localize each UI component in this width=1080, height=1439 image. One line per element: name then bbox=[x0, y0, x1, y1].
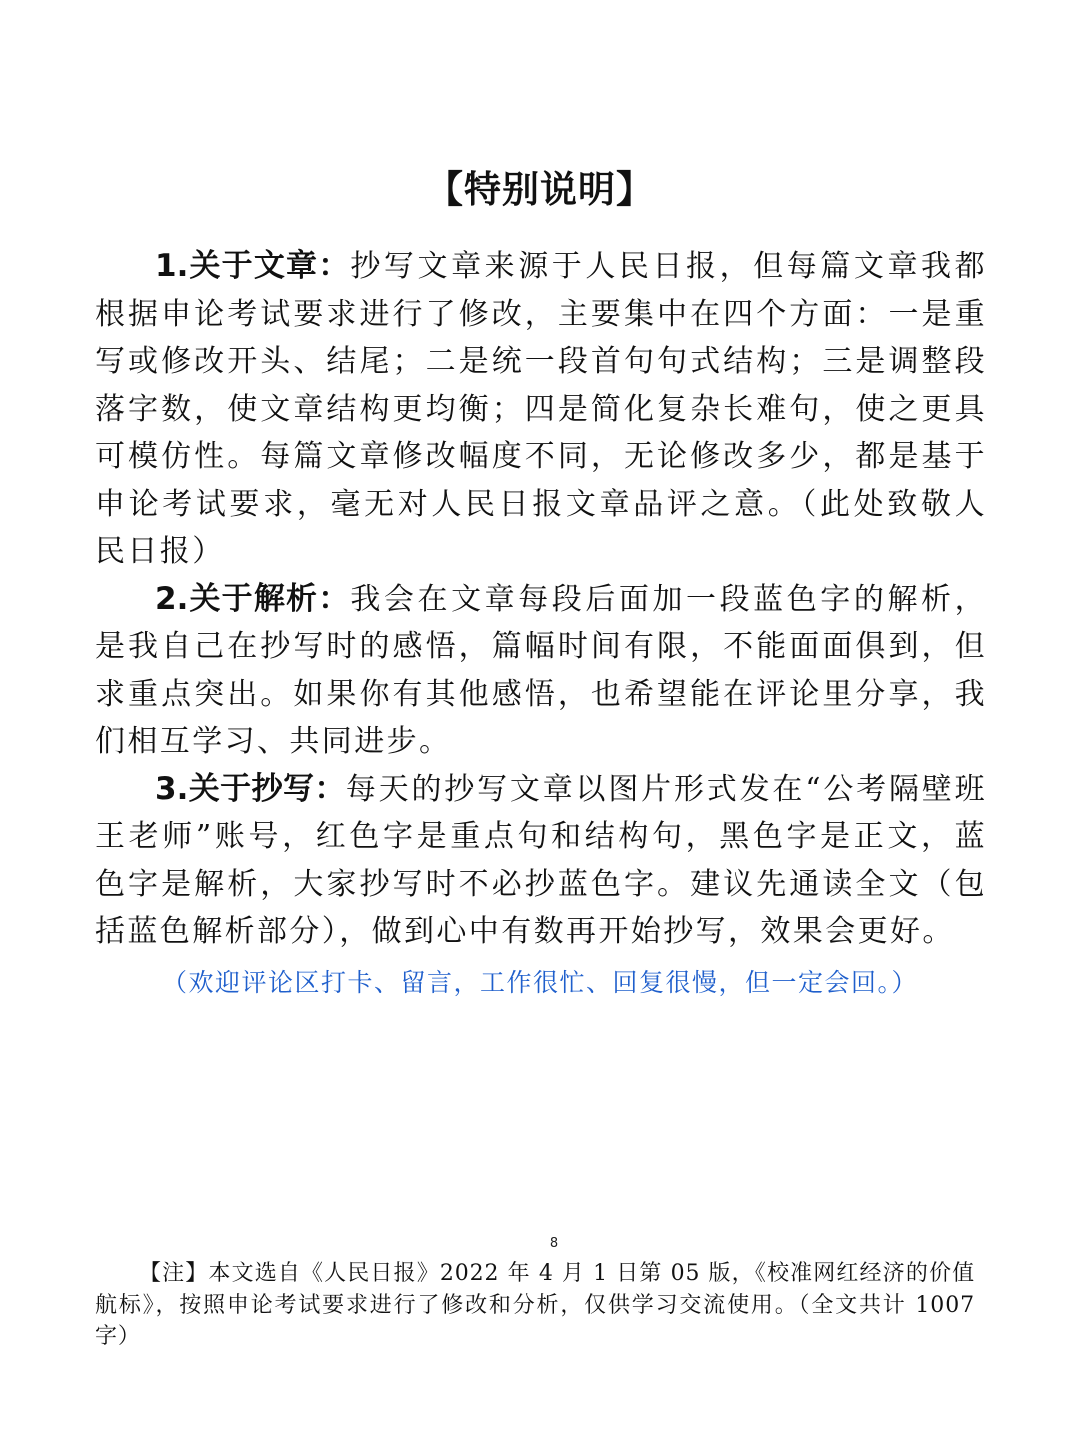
welcome-message: （欢迎评论区打卡、留言，工作很忙、回复很慢，但一定会回。） bbox=[161, 968, 918, 997]
paragraph-about-analysis bbox=[95, 576, 987, 766]
paragraph-about-copying bbox=[95, 766, 987, 956]
paragraph-about-article bbox=[95, 243, 987, 576]
paragraph-text: 抄写文章来源于人民日报，但每篇文章我都根据申论考试要求进行了修改，主要集中在四个方面：一是重写或修改开头、结尾；二是统一段首句句式结构；三是调整段落字数，使文章结构更均衡；四是简化复杂长难句，使之更具可模仿性。每篇文章修改幅度不同，无论修改多少，都是基于申论考试要求，毫无对人民日报文章品评之意。（此处致敬人民日报） bbox=[95, 249, 987, 569]
explanation-body bbox=[95, 243, 987, 956]
heading-separator: ： bbox=[318, 248, 351, 284]
paragraph-heading: 3.关于抄写 bbox=[155, 770, 315, 807]
page-number: 8 bbox=[549, 1236, 559, 1251]
page-title: 【特别说明】 bbox=[426, 168, 654, 211]
heading-separator: ： bbox=[318, 580, 351, 617]
paragraph-heading: 1.关于文章 bbox=[155, 248, 319, 284]
paragraph-text: 我会在文章每段后面加一段蓝色字的解析，是我自己在抄写时的感悟，篇幅时间有限，不能面面俱到，但求重点突出。如果你有其他感悟，也希望能在评论里分享，我们相互学习、共同进步。 bbox=[95, 581, 987, 759]
heading-separator: ： bbox=[314, 770, 346, 807]
paragraph-heading: 2.关于解析 bbox=[155, 580, 319, 617]
source-note: 【注】本文选自《人民日报》2022 年 4 月 1 日第 05 版，《校准网红经济的价值航标》，按照申论考试要求进行了修改和分析，仅供学习交流使用。（全文共计 1007 字） bbox=[95, 1261, 975, 1349]
paragraph-text: 每天的抄写文章以图片形式发在“公考隔壁班王老师”账号，红色字是重点句和结构句，黑色字是正文，蓝色字是解析，大家抄写时不必抄蓝色字。建议先通读全文（包括蓝色解析部分），做到心中有数再开始抄写，效果会更好。 bbox=[95, 771, 987, 949]
